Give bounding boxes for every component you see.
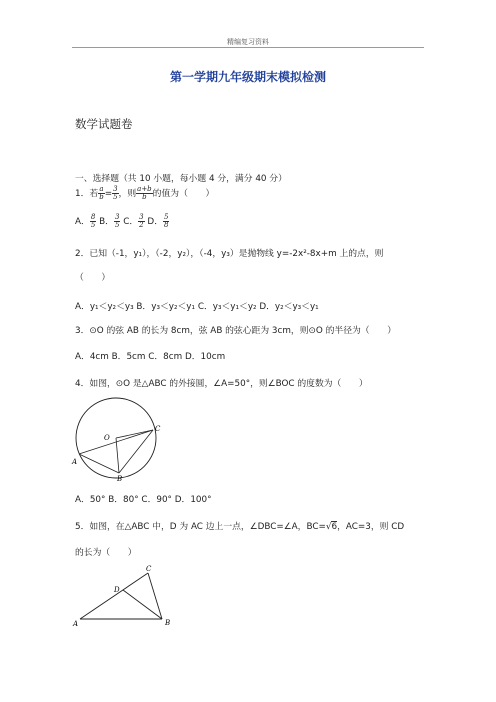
fig4-label-b: B xyxy=(117,475,123,482)
q5-text-end: ，AC=3，则 CD xyxy=(337,522,405,532)
q5-text-start: 5．如图，在△ABC 中，D 为 AC 边上一点，∠DBC=∠A，BC= xyxy=(75,522,326,532)
page-header: 精编复习资料 xyxy=(227,38,269,46)
q1-given-value-fraction: $\frac{3}{5}$ xyxy=(113,185,118,201)
fig4-label-o: O xyxy=(104,434,110,442)
question-2: 2．已知（-1，y₁），（-2，y₂），（-4，y₃）是抛物线 y=-2x²-8x+m 上的点，则 xyxy=(75,249,384,259)
fig4-label-c: C xyxy=(155,425,161,433)
q1-option-a-label: A． xyxy=(75,217,90,227)
fig5-label-a: A xyxy=(73,620,79,628)
q5-sqrt-symbol: √ xyxy=(325,522,332,532)
q1-option-c-label: C． xyxy=(123,217,139,227)
fig4-label-a: A xyxy=(72,458,78,466)
q1-lead: 1．若 xyxy=(75,189,99,199)
q1-option-b-label: B． xyxy=(99,217,114,227)
exam-title: 第一学期九年级期末模拟检测 xyxy=(169,70,326,84)
q1-option-c: $\frac{3}{2}$ xyxy=(139,213,144,229)
question-5 xyxy=(75,519,404,532)
q1-given-fraction: $\frac{a}{b}$ xyxy=(99,185,104,201)
question-4: 4．如图，⊙O 是△ABC 的外接圆，∠A=50°，则∠BOC 的度数为（ ） xyxy=(75,379,368,389)
q2-options: A．y₁＜y₂＜y₃ B．y₃＜y₂＜y₁ C．y₃＜y₁＜y₂ D．y₂＜y₃＜y₁ xyxy=(75,302,319,312)
q5-sqrt-value: 6 xyxy=(331,522,338,532)
q1-option-d: $\frac{5}{8}$ xyxy=(164,213,169,229)
q4-options: A．50° B．80° C．90° D．100° xyxy=(75,495,212,505)
exam-subtitle: 数学试题卷 xyxy=(75,117,133,131)
q1-expression-fraction: $\frac{a+b}{b}$ xyxy=(137,185,152,201)
header-divider xyxy=(72,47,424,48)
q3-options: A．4cm B．5cm C．8cm D．10cm xyxy=(75,352,226,362)
fig5-label-c: C xyxy=(146,565,152,573)
q1-mid: ，则 xyxy=(118,189,137,199)
q1-option-d-label: D． xyxy=(147,217,163,227)
q1-tail: 的值为（ ） xyxy=(152,189,215,199)
fig5-label-d: D xyxy=(114,586,120,594)
q1-option-a: $\frac{8}{5}$ xyxy=(90,213,96,229)
question-3: 3．⊙O 的弦 AB 的长为 8cm，弦 AB 的弦心距为 3cm，则⊙O 的半径为（ ） xyxy=(75,326,396,336)
q1-eq: = xyxy=(104,189,113,199)
question-1 xyxy=(75,186,214,201)
question-5-line2: 的长为（ ） xyxy=(75,548,137,558)
q1-option-b: $\frac{3}{5}$ xyxy=(114,213,120,229)
question-2-bracket: （ ） xyxy=(75,273,111,283)
fig5-label-b: B xyxy=(165,619,171,627)
circle-figure xyxy=(70,396,170,482)
q1-options xyxy=(75,214,169,229)
section-heading: 一、选择题（共 10 小题，每小题 4 分，满分 40 分） xyxy=(75,174,287,184)
triangle-figure xyxy=(72,562,182,628)
